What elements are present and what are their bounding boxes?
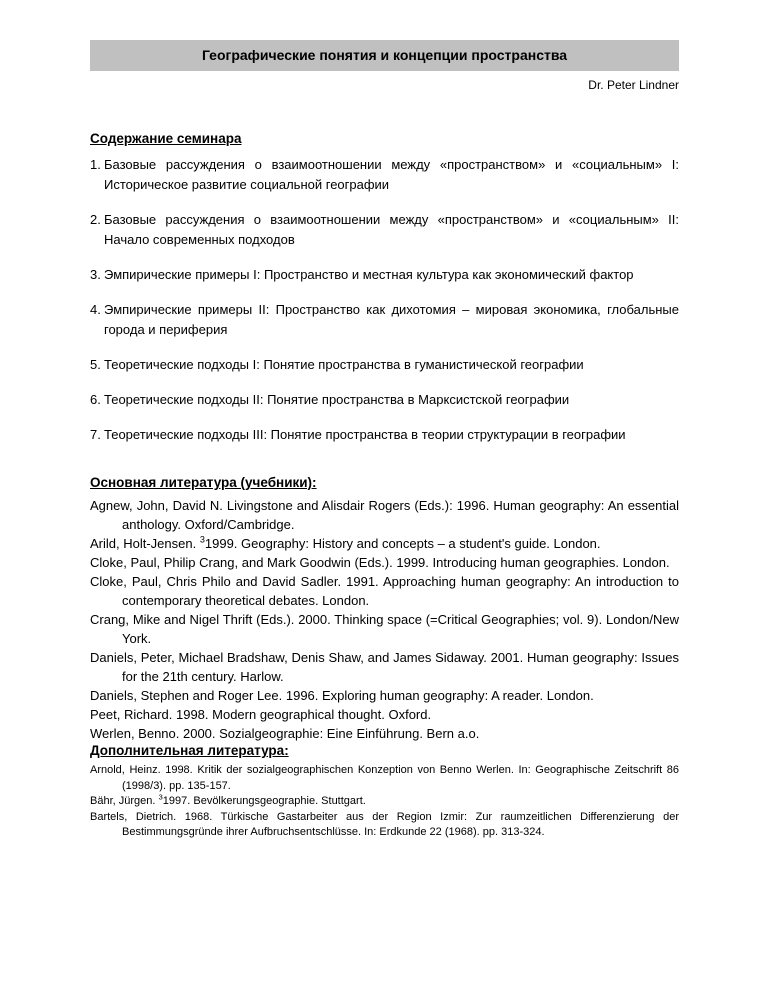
entry-text: Crang, Mike and Nigel Thrift (Eds.). 2000. Thinking space (=Critical Geographies; vol. 9). London/New York. [90,612,679,646]
bibliography-entry [90,496,679,534]
entry-text: 1999. Geography: History and concepts – a student's guide. London. [204,536,601,551]
entry-text: Werlen, Benno. 2000. Sozialgeographie: Eine Einführung. Bern a.o. [90,726,480,741]
topic-text: Базовые рассуждения о взаимоотношении между «пространством» и «социальным» II: Начало современных подходов [104,212,679,247]
entry-text: Agnew, John, David N. Livingstone and Alisdair Rogers (Eds.): 1996. Human geography: An essential anthology. Oxford/Cambridge. [90,498,679,532]
bibliography-entry [90,553,679,572]
topic-number: 4. [90,302,101,317]
topic-number: 5. [90,357,101,372]
seminar-topic-item [90,155,679,195]
edition-superscript: 3 [199,534,205,545]
seminar-topic-item [90,300,679,340]
seminar-contents-heading: Содержание семинара [90,131,242,146]
entry-text: Cloke, Paul, Philip Crang, and Mark Goodwin (Eds.). 1999. Introducing human geographies. London. [90,555,670,570]
bibliography-entry [90,686,679,705]
topic-text: Эмпирические примеры I: Пространство и местная культура как экономический фактор [104,267,634,282]
entry-text: Daniels, Peter, Michael Bradshaw, Denis Shaw, and James Sidaway. 2001. Human geography: Issues for the 21th century. Harlow. [90,650,679,684]
author-line: Dr. Peter Lindner [588,78,679,92]
topic-number: 2. [90,212,101,227]
document-title-bar [90,40,679,71]
additional-literature-list [90,763,679,841]
seminar-topic-item [90,355,679,375]
bibliography-entry [90,648,679,686]
entry-text: Arild, Holt-Jensen. [90,536,200,551]
entry-text: Bähr, Jürgen. [90,795,159,807]
bibliography-entry [90,794,679,810]
seminar-topic-item [90,210,679,250]
bibliography-entry [90,724,679,743]
topic-number: 3. [90,267,101,282]
topic-text: Базовые рассуждения о взаимоотношении между «пространством» и «социальным» I: Историческое развитие социальной географии [104,157,679,192]
seminar-topic-item [90,390,679,410]
topic-text: Эмпирические примеры II: Пространство как дихотомия – мировая экономика, глобальные города и периферия [104,302,679,337]
bibliography-entry [90,572,679,610]
topic-text: Теоретические подходы II: Понятие пространства в Марксистской географии [104,392,570,407]
topic-number: 7. [90,427,101,442]
entry-text: Bartels, Dietrich. 1968. Türkische Gastarbeiter aus der Region Izmir: Zur raumzeitlichen Differenzierung der Bestimmungsgründe ihrer Aufbruchsentschlüsse. In: Erdkunde 22 (1968). pp. 313-324. [90,810,679,838]
seminar-topic-list [90,155,679,445]
bibliography-entry [90,705,679,724]
topic-text: Теоретические подходы III: Понятие пространства в теории структурации в географии [104,427,626,442]
main-literature-list [90,496,679,743]
seminar-topic-item [90,265,679,285]
bibliography-entry [90,610,679,648]
seminar-topic-item [90,425,679,445]
topic-text: Теоретические подходы I: Понятие пространства в гуманистической географии [104,357,584,372]
topic-number: 1. [90,157,101,172]
topic-number: 6. [90,392,101,407]
entry-text: 1997. Bevölkerungsgeographie. Stuttgart. [162,795,366,807]
bibliography-entry [90,534,679,553]
edition-superscript: 3 [158,792,163,802]
entry-text: Peet, Richard. 1998. Modern geographical thought. Oxford. [90,707,432,722]
main-literature-heading: Основная литература (учебники): [90,475,317,490]
entry-text: Daniels, Stephen and Roger Lee. 1996. Exploring human geography: A reader. London. [90,688,594,703]
bibliography-entry [90,763,679,794]
entry-text: Cloke, Paul, Chris Philo and David Sadler. 1991. Approaching human geography: An introduction to contemporary theoretical debates. London. [90,574,679,608]
bibliography-entry [90,810,679,841]
additional-literature-heading: Дополнительная литература: [90,743,289,758]
document-title: Географические понятия и концепции пространства [201,47,568,63]
entry-text: Arnold, Heinz. 1998. Kritik der sozialgeographischen Konzeption von Benno Werlen. In: Geographische Zeitschrift 86 (1998/3). pp. 135-157. [90,764,679,792]
